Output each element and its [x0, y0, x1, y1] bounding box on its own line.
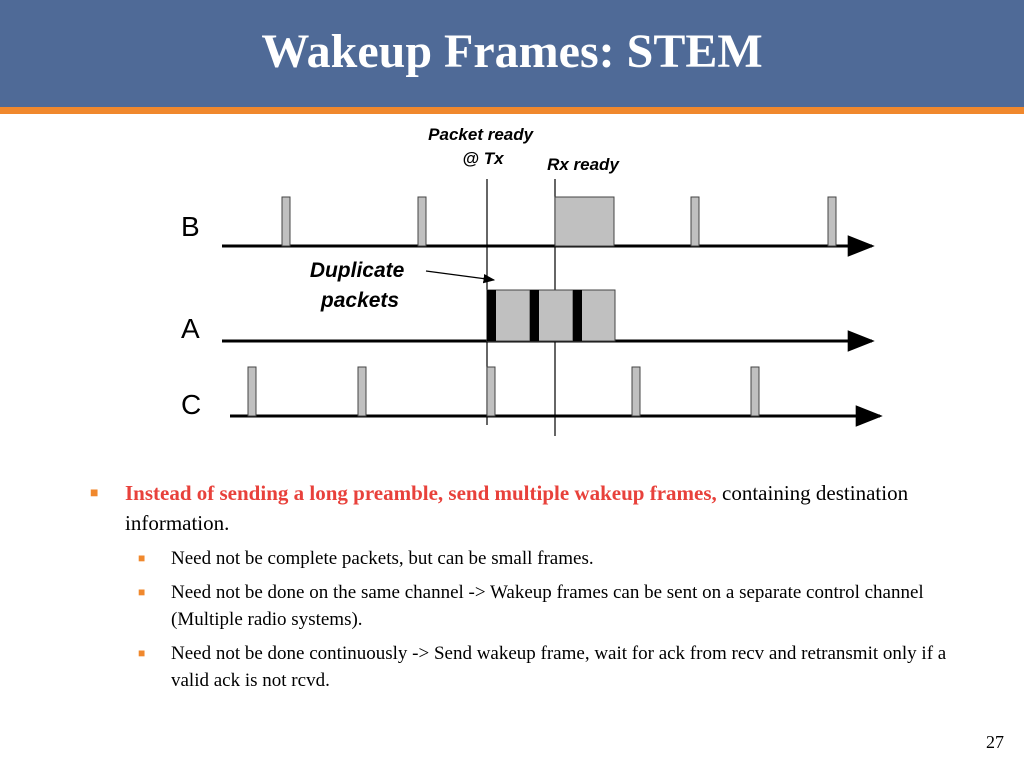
wakeup-frame-c-2 [358, 367, 366, 416]
slide-title: Wakeup Frames: STEM [261, 25, 763, 78]
wakeup-frame-b-2 [418, 197, 426, 246]
node-label-a: A [181, 313, 200, 344]
rx-frame-b [555, 197, 614, 246]
wakeup-frame-c-4 [632, 367, 640, 416]
sub-bullet-3 [138, 640, 950, 694]
node-label-b: B [181, 211, 200, 242]
packet-ready-label: Packet ready @ Tx [428, 125, 534, 168]
sub-bullet-2 [138, 579, 950, 633]
bullet-square-icon: ■ [138, 585, 146, 599]
packet-separator-3 [573, 290, 582, 341]
bullet-square-icon: ■ [138, 551, 146, 565]
packet-separator-1 [487, 290, 496, 341]
bullet-list [90, 478, 950, 694]
page-number: 27 [986, 732, 1004, 752]
bullet-square-icon: ■ [90, 486, 99, 501]
wakeup-frame-c-3 [487, 367, 495, 416]
sub-bullet-1 [138, 545, 950, 572]
packet-separator-2 [530, 290, 539, 341]
bullet-square-icon: ■ [138, 646, 146, 660]
duplicate-packets-block [487, 290, 615, 341]
bullet-main-rest: containing destination information. [125, 481, 909, 535]
bullet-main [90, 478, 950, 538]
node-label-c: C [181, 389, 202, 420]
sub-bullet-text: Need not be complete packets, but can be small frames. [171, 548, 594, 569]
rx-ready-label: Rx ready [547, 155, 619, 174]
duplicate-arrow [426, 271, 494, 280]
wakeup-frame-b-3 [691, 197, 699, 246]
wakeup-frame-c-1 [248, 367, 256, 416]
wakeup-frame-b-1 [282, 197, 290, 246]
sub-bullet-text: Need not be done continuously -> Send wakeup frame, wait for ack from recv and retransmit only if a valid ack is not rcvd. [171, 643, 947, 691]
wakeup-frame-c-5 [751, 367, 759, 416]
duplicate-packets-label: Duplicate packets [309, 259, 405, 312]
sub-bullet-text: Need not be done on the same channel -> Wakeup frames can be sent on a separate control channel (Multiple radio systems). [171, 582, 924, 630]
bullet-main-highlight: Instead of sending a long preamble, send multiple wakeup frames, [125, 481, 717, 505]
wakeup-frame-b-4 [828, 197, 836, 246]
